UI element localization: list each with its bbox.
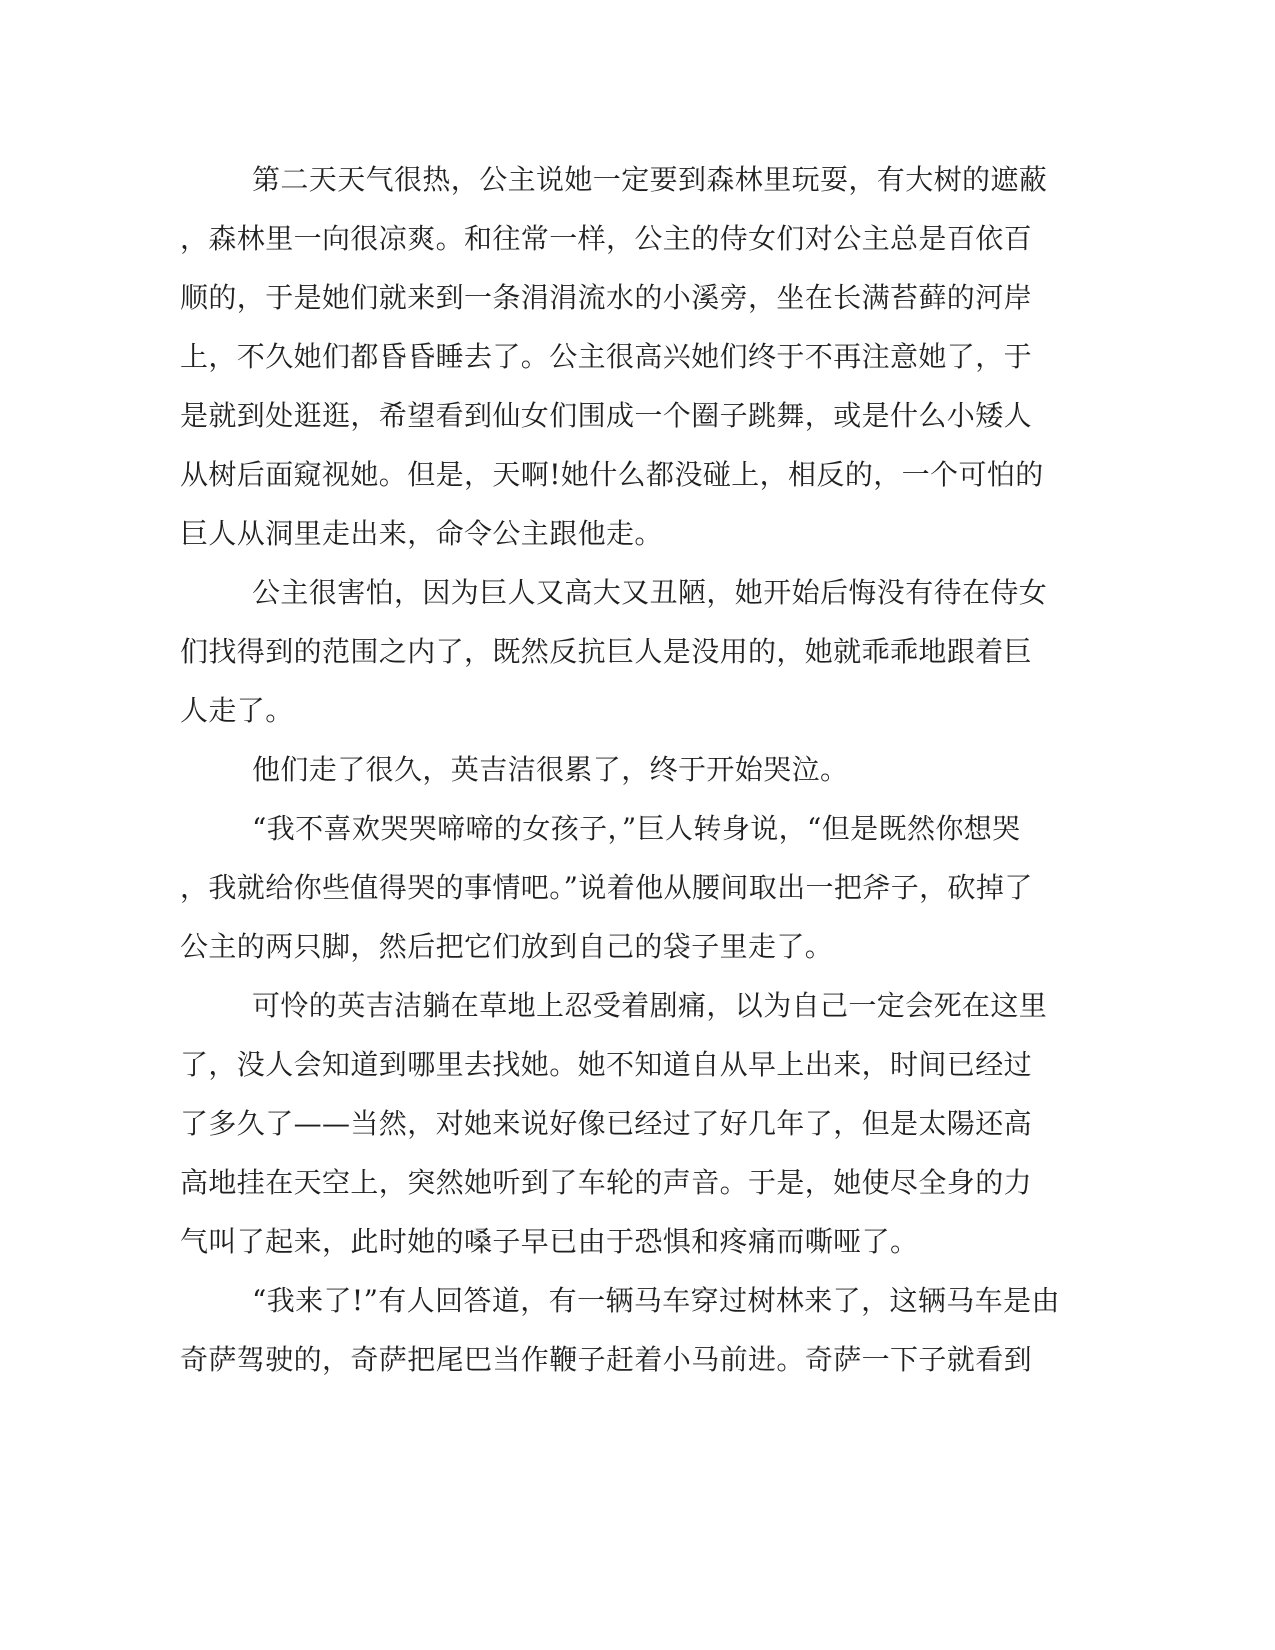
text-line: 可怜的英吉洁躺在草地上忍受着剧痛，以为自己一定会死在这里 [252,989,1048,1022]
text-line: 人走了。 [180,694,294,727]
text-line: 公主很害怕，因为巨人又高大又丑陋，她开始后悔没有待在侍女 [252,576,1048,609]
text-line: 公主的两只脚，然后把它们放到自己的袋子里走了。 [180,930,834,963]
text-line: 了多久了——当然，对她来说好像已经过了好几年了，但是太陽还高 [180,1107,1033,1140]
text-line: 们找得到的范围之内了，既然反抗巨人是没用的，她就乖乖地跟着巨 [180,635,1033,668]
text-line: 高地挂在天空上，突然她听到了车轮的声音。于是，她使尽全身的力 [180,1166,1033,1199]
document-body [180,150,1060,1389]
text-line: 顺的，于是她们就来到一条涓涓流水的小溪旁，坐在长满苔藓的河岸 [180,281,1033,314]
text-line: 从树后面窥视她。但是，天啊!她什么都没碰上，相反的，一个可怕的 [180,458,1044,491]
text-line: 巨人从洞里走出来，命令公主跟他走。 [180,517,663,550]
text-line: ，我就给你些值得哭的事情吧。”说着他从腰间取出一把斧子，砍掉了 [180,871,1033,904]
text-line: 了，没人会知道到哪里去找她。她不知道自从早上出来，时间已经过 [180,1048,1033,1081]
text-line: ，森林里一向很凉爽。和往常一样，公主的侍女们对公主总是百依百 [180,222,1033,255]
text-line: 他们走了很久，英吉洁很累了，终于开始哭泣。 [252,753,849,786]
text-line: “我不喜欢哭哭啼啼的女孩子，”巨人转身说，“但是既然你想哭 [252,812,1021,845]
text-line: 奇萨驾驶的，奇萨把尾巴当作鞭子赶着小马前进。奇萨一下子就看到 [180,1343,1033,1376]
text-line: 是就到处逛逛，希望看到仙女们围成一个圈子跳舞，或是什么小矮人 [180,399,1033,432]
text-line: 第二天天气很热，公主说她一定要到森林里玩耍，有大树的遮蔽 [252,163,1048,196]
text-line: 气叫了起来，此时她的嗓子早已由于恐惧和疼痛而嘶哑了。 [180,1225,919,1258]
text-line: 上，不久她们都昏昏睡去了。公主很高兴她们终于不再注意她了，于 [180,340,1033,373]
text-line: “我来了!”有人回答道，有一辆马车穿过树林来了，这辆马车是由 [252,1284,1060,1317]
